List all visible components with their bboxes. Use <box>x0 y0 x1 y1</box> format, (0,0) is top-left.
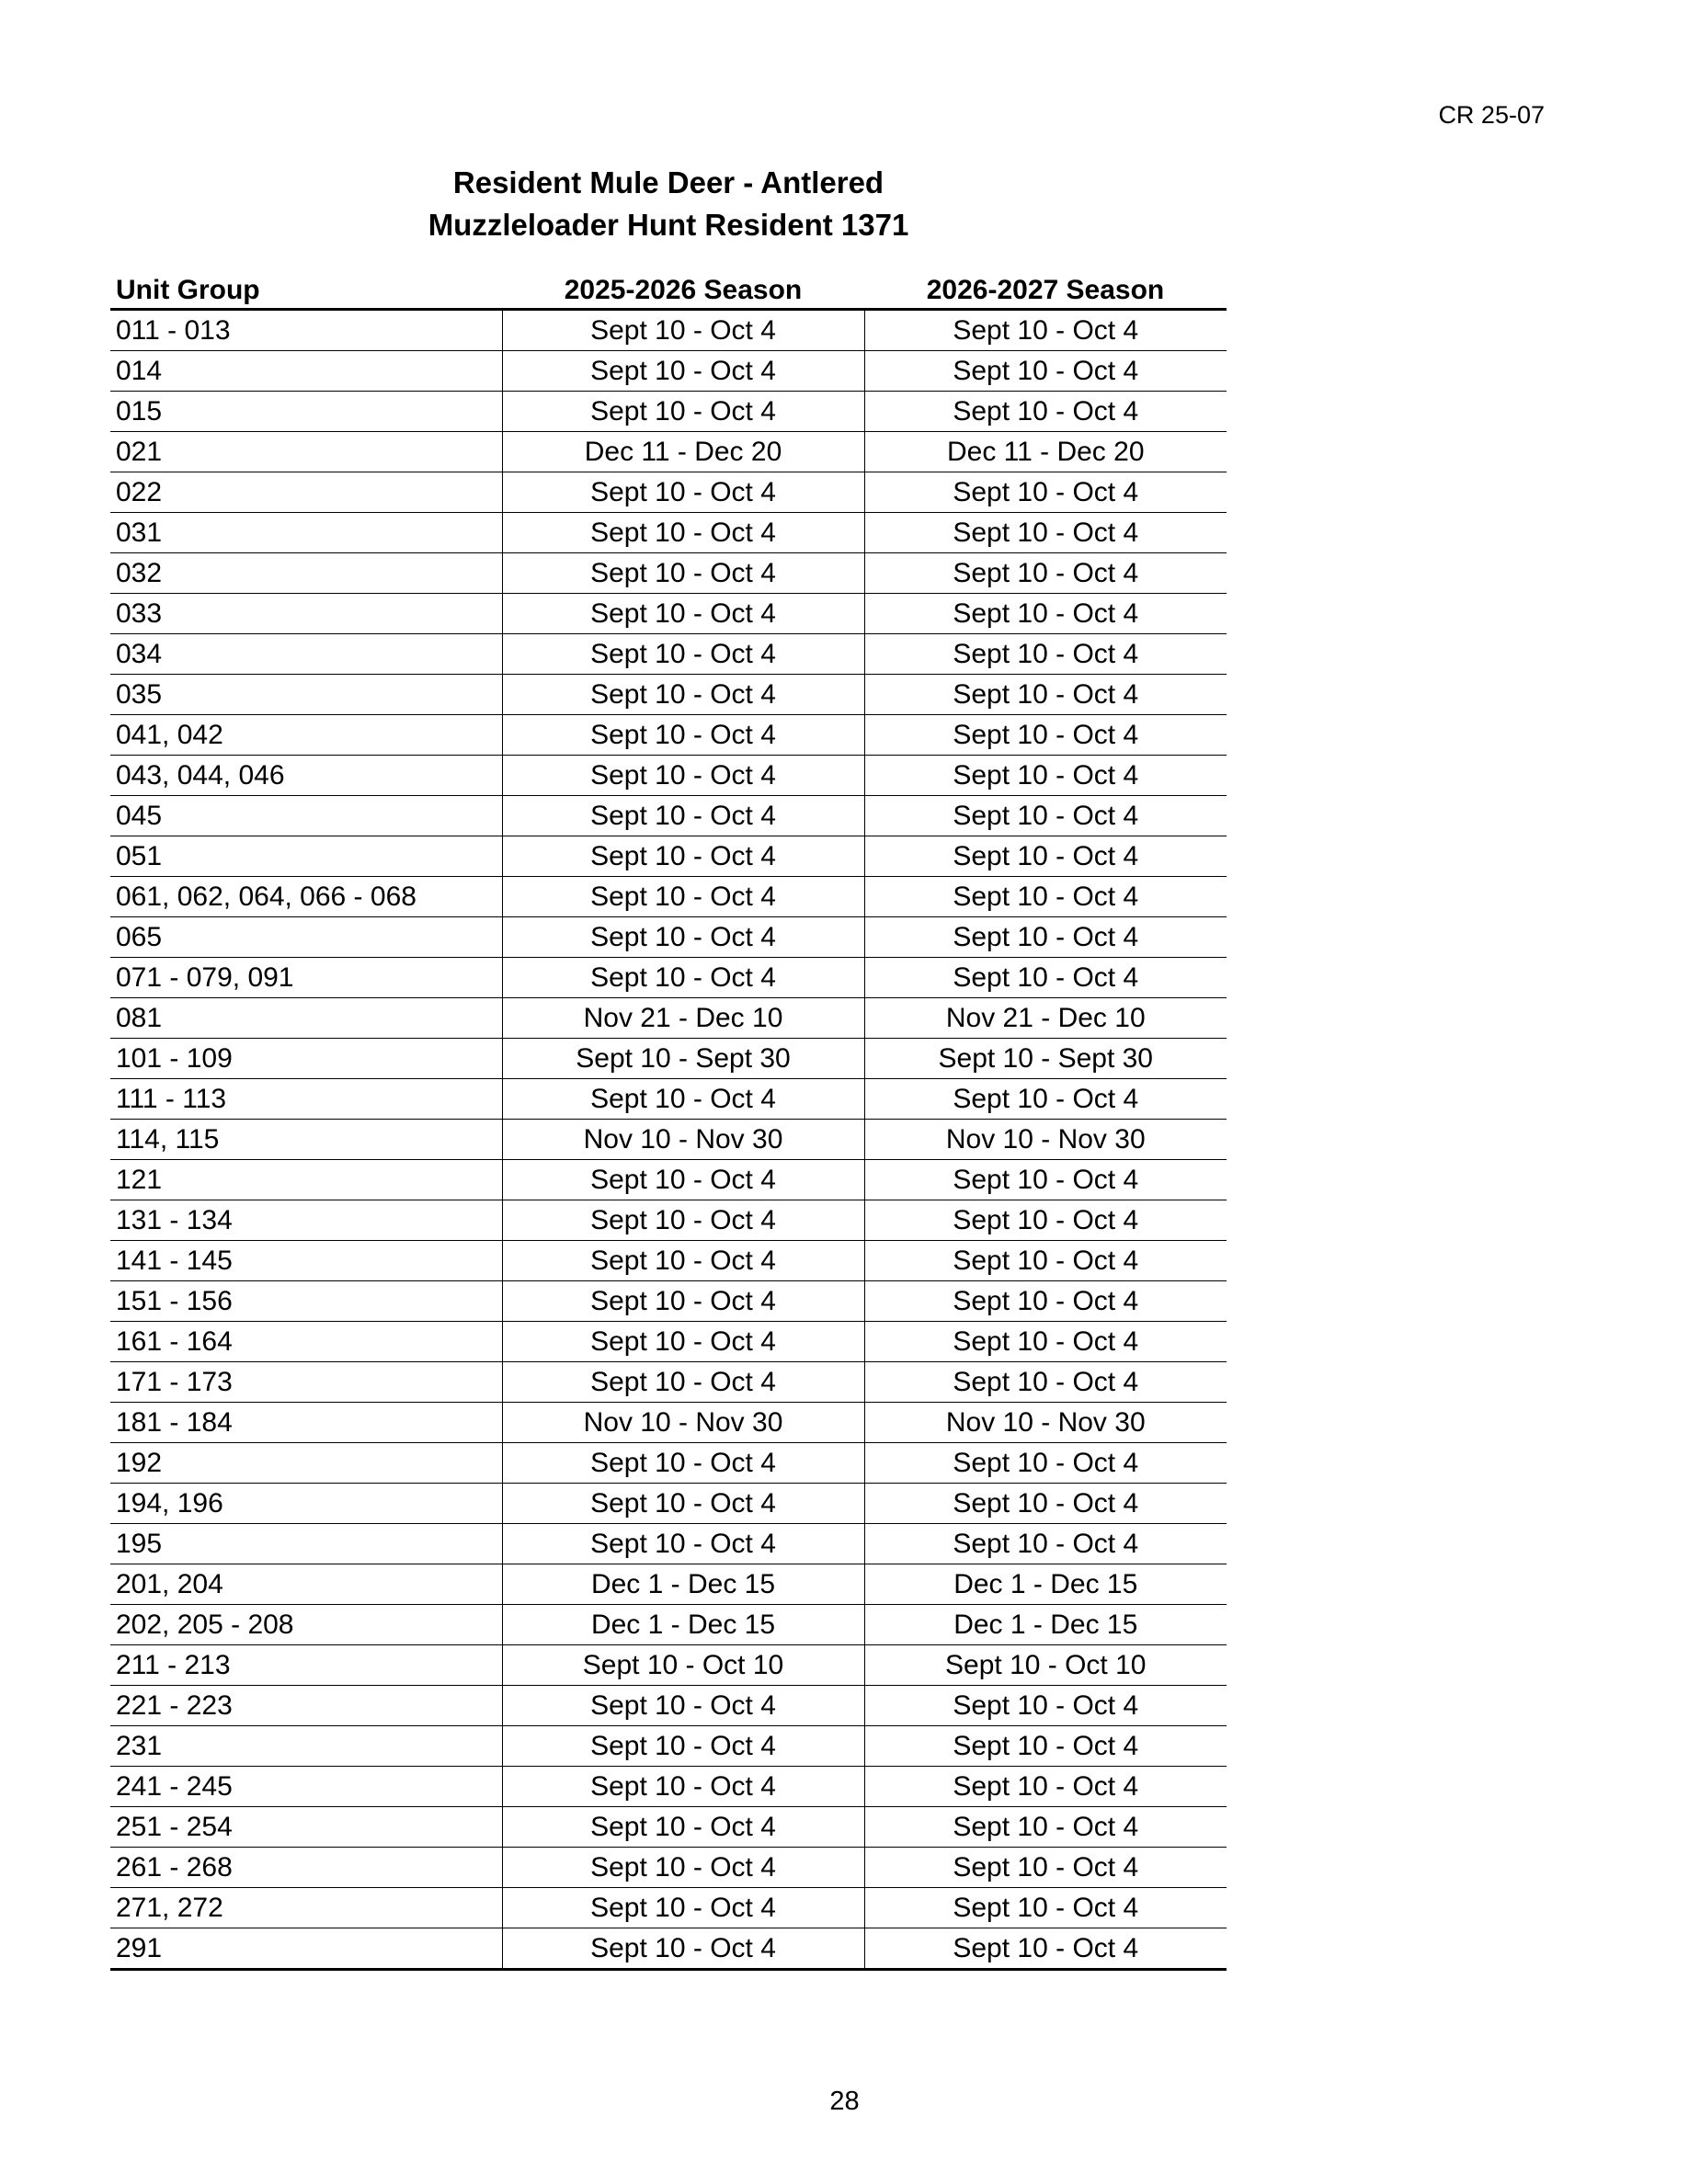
table-row <box>110 1079 1227 1120</box>
unit-group-cell: 261 - 268 <box>110 1848 502 1888</box>
season-2026-2027-cell: Sept 10 - Oct 4 <box>864 1928 1227 1970</box>
season-2026-2027-cell: Sept 10 - Oct 4 <box>864 634 1227 675</box>
season-2026-2027-cell: Sept 10 - Oct 4 <box>864 1686 1227 1726</box>
season-2025-2026-cell: Sept 10 - Oct 4 <box>502 1362 864 1403</box>
table-row <box>110 1200 1227 1241</box>
season-2026-2027-cell: Sept 10 - Oct 4 <box>864 1807 1227 1848</box>
unit-group-cell: 231 <box>110 1726 502 1767</box>
unit-group-cell: 241 - 245 <box>110 1767 502 1807</box>
table-row <box>110 1928 1227 1970</box>
table-header-row <box>110 269 1227 310</box>
season-2025-2026-cell: Sept 10 - Oct 4 <box>502 1767 864 1807</box>
season-2026-2027-cell: Sept 10 - Oct 4 <box>864 1200 1227 1241</box>
unit-group-cell: 131 - 134 <box>110 1200 502 1241</box>
season-2025-2026-cell: Sept 10 - Oct 4 <box>502 1322 864 1362</box>
season-2026-2027-cell: Sept 10 - Oct 4 <box>864 1160 1227 1200</box>
season-2026-2027-cell: Sept 10 - Oct 4 <box>864 1888 1227 1928</box>
season-2026-2027-cell: Sept 10 - Oct 4 <box>864 1484 1227 1524</box>
season-2026-2027-cell: Sept 10 - Oct 4 <box>864 392 1227 432</box>
unit-group-cell: 111 - 113 <box>110 1079 502 1120</box>
season-2026-2027-cell: Sept 10 - Oct 4 <box>864 1079 1227 1120</box>
season-2026-2027-cell: Nov 21 - Dec 10 <box>864 998 1227 1039</box>
season-2026-2027-cell: Sept 10 - Oct 4 <box>864 675 1227 715</box>
season-2025-2026-cell: Sept 10 - Oct 4 <box>502 1079 864 1120</box>
season-2025-2026-cell: Sept 10 - Oct 4 <box>502 472 864 513</box>
column-header-season-2025-2026: 2025-2026 Season <box>502 269 864 310</box>
season-2026-2027-cell: Sept 10 - Oct 4 <box>864 1443 1227 1484</box>
table-row <box>110 1039 1227 1079</box>
table-row <box>110 553 1227 594</box>
table-row <box>110 392 1227 432</box>
season-2026-2027-cell: Nov 10 - Nov 30 <box>864 1403 1227 1443</box>
table-row <box>110 1160 1227 1200</box>
season-2026-2027-cell: Dec 1 - Dec 15 <box>864 1564 1227 1605</box>
table-row <box>110 1322 1227 1362</box>
table-row <box>110 513 1227 553</box>
unit-group-cell: 221 - 223 <box>110 1686 502 1726</box>
season-2025-2026-cell: Dec 11 - Dec 20 <box>502 432 864 472</box>
title-block <box>110 162 1227 246</box>
season-2026-2027-cell: Dec 11 - Dec 20 <box>864 432 1227 472</box>
table-row <box>110 836 1227 877</box>
table-row <box>110 1241 1227 1281</box>
title-line-1: Resident Mule Deer - Antlered <box>452 165 884 199</box>
season-2025-2026-cell: Nov 21 - Dec 10 <box>502 998 864 1039</box>
season-table <box>110 269 1227 1971</box>
season-2026-2027-cell: Sept 10 - Oct 4 <box>864 715 1227 756</box>
season-2026-2027-cell: Sept 10 - Oct 4 <box>864 553 1227 594</box>
table-row <box>110 1281 1227 1322</box>
season-2026-2027-cell: Sept 10 - Oct 4 <box>864 1726 1227 1767</box>
season-2026-2027-cell: Sept 10 - Oct 4 <box>864 1362 1227 1403</box>
table-row <box>110 1443 1227 1484</box>
season-2025-2026-cell: Sept 10 - Oct 4 <box>502 715 864 756</box>
unit-group-cell: 035 <box>110 675 502 715</box>
unit-group-cell: 271, 272 <box>110 1888 502 1928</box>
unit-group-cell: 171 - 173 <box>110 1362 502 1403</box>
season-2025-2026-cell: Sept 10 - Oct 4 <box>502 675 864 715</box>
table-row <box>110 796 1227 836</box>
unit-group-cell: 151 - 156 <box>110 1281 502 1322</box>
season-2025-2026-cell: Sept 10 - Oct 4 <box>502 1443 864 1484</box>
unit-group-cell: 195 <box>110 1524 502 1564</box>
table-row <box>110 1484 1227 1524</box>
unit-group-cell: 114, 115 <box>110 1120 502 1160</box>
season-2025-2026-cell: Sept 10 - Oct 4 <box>502 634 864 675</box>
season-2025-2026-cell: Dec 1 - Dec 15 <box>502 1605 864 1645</box>
table-row <box>110 998 1227 1039</box>
table-row <box>110 472 1227 513</box>
season-2026-2027-cell: Nov 10 - Nov 30 <box>864 1120 1227 1160</box>
season-2025-2026-cell: Nov 10 - Nov 30 <box>502 1120 864 1160</box>
season-2025-2026-cell: Nov 10 - Nov 30 <box>502 1403 864 1443</box>
season-2026-2027-cell: Sept 10 - Oct 4 <box>864 310 1227 351</box>
season-2025-2026-cell: Sept 10 - Oct 4 <box>502 1524 864 1564</box>
season-2026-2027-cell: Sept 10 - Oct 4 <box>864 917 1227 958</box>
unit-group-cell: 011 - 013 <box>110 310 502 351</box>
season-2025-2026-cell: Sept 10 - Oct 4 <box>502 796 864 836</box>
table-row <box>110 634 1227 675</box>
unit-group-cell: 201, 204 <box>110 1564 502 1605</box>
unit-group-cell: 101 - 109 <box>110 1039 502 1079</box>
table-row <box>110 1605 1227 1645</box>
season-2026-2027-cell: Sept 10 - Oct 4 <box>864 877 1227 917</box>
unit-group-cell: 161 - 164 <box>110 1322 502 1362</box>
table-row <box>110 1120 1227 1160</box>
season-2025-2026-cell: Sept 10 - Oct 4 <box>502 877 864 917</box>
unit-group-cell: 041, 042 <box>110 715 502 756</box>
page-number: 28 <box>829 2087 860 2116</box>
season-2025-2026-cell: Sept 10 - Oct 4 <box>502 351 864 392</box>
document-reference: CR 25-07 <box>1438 101 1545 129</box>
unit-group-cell: 032 <box>110 553 502 594</box>
table-row <box>110 1686 1227 1726</box>
unit-group-cell: 251 - 254 <box>110 1807 502 1848</box>
title-line-2: Muzzleloader Hunt Resident 1371 <box>428 208 909 242</box>
season-2026-2027-cell: Sept 10 - Oct 4 <box>864 756 1227 796</box>
unit-group-cell: 045 <box>110 796 502 836</box>
column-header-season-2026-2027: 2026-2027 Season <box>864 269 1227 310</box>
table-row <box>110 917 1227 958</box>
season-2026-2027-cell: Sept 10 - Oct 4 <box>864 1241 1227 1281</box>
season-2025-2026-cell: Sept 10 - Oct 4 <box>502 1241 864 1281</box>
season-2025-2026-cell: Sept 10 - Oct 4 <box>502 917 864 958</box>
season-2026-2027-cell: Sept 10 - Oct 4 <box>864 1848 1227 1888</box>
table-row <box>110 594 1227 634</box>
season-2025-2026-cell: Sept 10 - Oct 4 <box>502 1848 864 1888</box>
table-row <box>110 1726 1227 1767</box>
season-2026-2027-cell: Sept 10 - Oct 4 <box>864 513 1227 553</box>
season-2026-2027-cell: Sept 10 - Oct 4 <box>864 1767 1227 1807</box>
table-row <box>110 1645 1227 1686</box>
table-row <box>110 310 1227 351</box>
season-2026-2027-cell: Sept 10 - Oct 4 <box>864 1322 1227 1362</box>
season-2025-2026-cell: Dec 1 - Dec 15 <box>502 1564 864 1605</box>
season-2025-2026-cell: Sept 10 - Oct 4 <box>502 1281 864 1322</box>
unit-group-cell: 194, 196 <box>110 1484 502 1524</box>
unit-group-cell: 181 - 184 <box>110 1403 502 1443</box>
table-row <box>110 1403 1227 1443</box>
season-2025-2026-cell: Sept 10 - Oct 4 <box>502 513 864 553</box>
season-2025-2026-cell: Sept 10 - Oct 4 <box>502 1686 864 1726</box>
table-row <box>110 1888 1227 1928</box>
season-2026-2027-cell: Sept 10 - Oct 4 <box>864 836 1227 877</box>
season-2026-2027-cell: Dec 1 - Dec 15 <box>864 1605 1227 1645</box>
season-2025-2026-cell: Sept 10 - Oct 10 <box>502 1645 864 1686</box>
unit-group-cell: 202, 205 - 208 <box>110 1605 502 1645</box>
column-header-unit-group: Unit Group <box>110 269 502 310</box>
season-2025-2026-cell: Sept 10 - Oct 4 <box>502 1928 864 1970</box>
season-2025-2026-cell: Sept 10 - Oct 4 <box>502 1200 864 1241</box>
season-2026-2027-cell: Sept 10 - Oct 10 <box>864 1645 1227 1686</box>
table-row <box>110 1848 1227 1888</box>
unit-group-cell: 043, 044, 046 <box>110 756 502 796</box>
unit-group-cell: 071 - 079, 091 <box>110 958 502 998</box>
season-2025-2026-cell: Sept 10 - Oct 4 <box>502 1807 864 1848</box>
unit-group-cell: 121 <box>110 1160 502 1200</box>
season-2025-2026-cell: Sept 10 - Oct 4 <box>502 1888 864 1928</box>
table-row <box>110 1767 1227 1807</box>
season-2025-2026-cell: Sept 10 - Oct 4 <box>502 392 864 432</box>
season-2026-2027-cell: Sept 10 - Oct 4 <box>864 472 1227 513</box>
season-2025-2026-cell: Sept 10 - Oct 4 <box>502 756 864 796</box>
table-row <box>110 675 1227 715</box>
unit-group-cell: 211 - 213 <box>110 1645 502 1686</box>
season-2025-2026-cell: Sept 10 - Oct 4 <box>502 1726 864 1767</box>
unit-group-cell: 291 <box>110 1928 502 1970</box>
unit-group-cell: 061, 062, 064, 066 - 068 <box>110 877 502 917</box>
unit-group-cell: 051 <box>110 836 502 877</box>
unit-group-cell: 065 <box>110 917 502 958</box>
table-body <box>110 310 1227 1970</box>
unit-group-cell: 141 - 145 <box>110 1241 502 1281</box>
unit-group-cell: 031 <box>110 513 502 553</box>
table-row <box>110 1807 1227 1848</box>
season-2025-2026-cell: Sept 10 - Oct 4 <box>502 836 864 877</box>
table-row <box>110 877 1227 917</box>
table-row <box>110 715 1227 756</box>
table-row <box>110 1362 1227 1403</box>
unit-group-cell: 081 <box>110 998 502 1039</box>
season-2025-2026-cell: Sept 10 - Sept 30 <box>502 1039 864 1079</box>
unit-group-cell: 022 <box>110 472 502 513</box>
table-row <box>110 432 1227 472</box>
season-2026-2027-cell: Sept 10 - Oct 4 <box>864 1281 1227 1322</box>
season-2025-2026-cell: Sept 10 - Oct 4 <box>502 553 864 594</box>
season-2026-2027-cell: Sept 10 - Oct 4 <box>864 594 1227 634</box>
season-2025-2026-cell: Sept 10 - Oct 4 <box>502 310 864 351</box>
unit-group-cell: 192 <box>110 1443 502 1484</box>
season-2025-2026-cell: Sept 10 - Oct 4 <box>502 958 864 998</box>
season-2026-2027-cell: Sept 10 - Oct 4 <box>864 1524 1227 1564</box>
unit-group-cell: 014 <box>110 351 502 392</box>
table-row <box>110 756 1227 796</box>
unit-group-cell: 033 <box>110 594 502 634</box>
season-2026-2027-cell: Sept 10 - Oct 4 <box>864 958 1227 998</box>
unit-group-cell: 015 <box>110 392 502 432</box>
season-2025-2026-cell: Sept 10 - Oct 4 <box>502 1484 864 1524</box>
table-row <box>110 351 1227 392</box>
season-2025-2026-cell: Sept 10 - Oct 4 <box>502 594 864 634</box>
table-row <box>110 1564 1227 1605</box>
season-2026-2027-cell: Sept 10 - Sept 30 <box>864 1039 1227 1079</box>
table-row <box>110 958 1227 998</box>
season-2026-2027-cell: Sept 10 - Oct 4 <box>864 796 1227 836</box>
unit-group-cell: 034 <box>110 634 502 675</box>
unit-group-cell: 021 <box>110 432 502 472</box>
season-2025-2026-cell: Sept 10 - Oct 4 <box>502 1160 864 1200</box>
season-2026-2027-cell: Sept 10 - Oct 4 <box>864 351 1227 392</box>
table-row <box>110 1524 1227 1564</box>
